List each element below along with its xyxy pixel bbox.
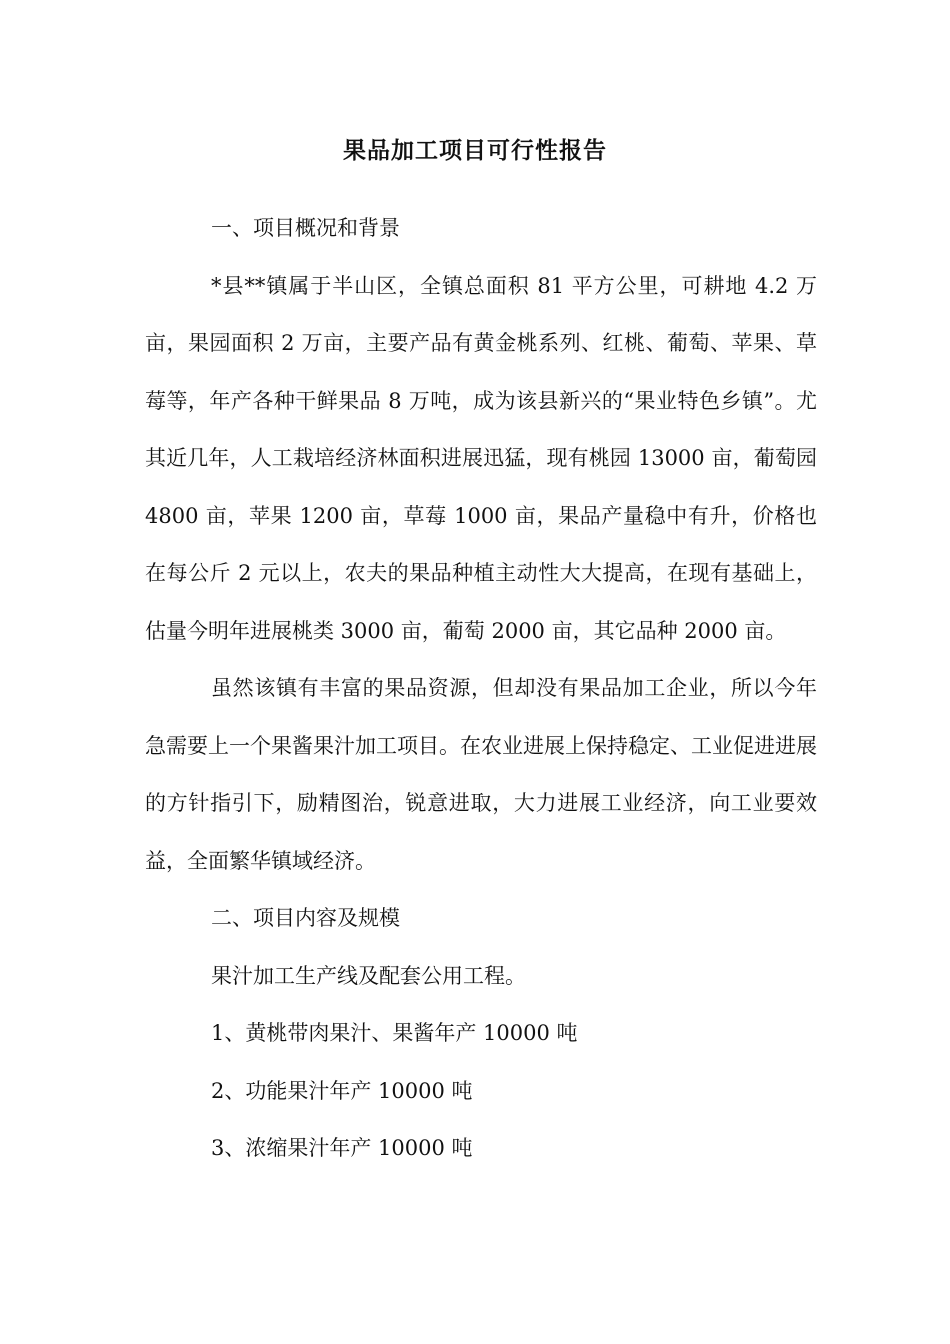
document-body (145, 200, 817, 1178)
list-item: 3、浓缩果汁年产 10000 吨 (211, 1136, 473, 1160)
paragraph-need: 虽然该镇有丰富的果品资源，但却没有果品加工企业，所以今年急需要上一个果酱果汁加工项目。在农业进展上保持稳定、工业促进进展的方针指引下，励精图治，锐意进取，大力进展工业经济，向工业要效益，全面繁华镇域经济。 (145, 676, 817, 873)
paragraph-scope: 果汁加工生产线及配套公用工程。 (211, 963, 526, 988)
list-item: 2、功能果汁年产 10000 吨 (211, 1078, 473, 1103)
document-title: 果品加工项目可行性报告 (343, 138, 607, 164)
paragraph-background: *县**镇属于半山区，全镇总面积 81 平方公里，可耕地 4.2 万亩，果园面积 2 万亩，主要产品有黄金桃系列、红桃、葡萄、苹果、草莓等，年产各种干鲜果品 8 万吨，成为该县新兴的“果业特色乡镇”。尤其近几年，人工栽培经济林面积进展迅猛，现有桃园 13000 亩，葡萄园 4800 亩，苹果 1200 亩，草莓 1000 亩，果品产量稳中有升，价格也在每公斤 2 元以上，农夫的果品种植主动性大大提高，在现有基础上，估量今明年进展桃类 3000 亩，葡萄 2000 亩，其它品种 2000 亩。 (145, 273, 817, 643)
list-item: 1、黄桃带肉果汁、果酱年产 10000 吨 (211, 1021, 578, 1045)
section-heading-2: 二、项目内容及规模 (211, 906, 400, 930)
section-heading-1: 一、项目概况和背景 (211, 216, 400, 240)
